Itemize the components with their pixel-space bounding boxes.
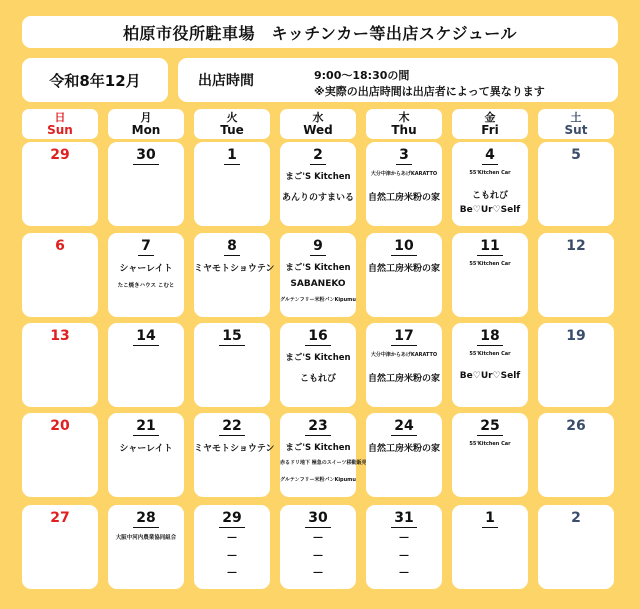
day-number: 7 (108, 238, 184, 256)
day-number: 29 (50, 147, 70, 163)
vendor-entry: 自然工房米粉の家 (367, 444, 440, 454)
vendor-entry: 55'Kitchen Car (469, 351, 511, 357)
vendor-entry: ― (227, 568, 237, 578)
vendor-entry: たこ焼きハウス こむと (117, 283, 175, 289)
calendar-day-cell (280, 233, 356, 317)
day-number: 12 (566, 238, 586, 254)
day-number: 21 (108, 418, 184, 436)
calendar-day-cell (366, 505, 442, 589)
vendor-entry: ― (313, 533, 323, 543)
calendar-day-cell (366, 142, 442, 226)
weekday-en: Tue (220, 123, 244, 137)
calendar-day-cell (538, 233, 614, 317)
vendor-entry: ― (227, 533, 237, 543)
day-number: 4 (452, 147, 528, 165)
vendor-entry: 55'Kitchen Car (469, 261, 511, 267)
vendor-entry: ― (399, 551, 409, 561)
vendor-entry: 赤るドリ地下 極急のスイーツ移動販売 (280, 460, 367, 466)
vendor-entry: シャーレイト (119, 444, 173, 454)
vendor-entry: まご'S Kitchen (285, 172, 351, 182)
weekday-en: Fri (481, 123, 499, 137)
weekday-header-tuesday (194, 109, 270, 139)
weekday-en: Sut (564, 123, 588, 137)
day-number: 1 (452, 510, 528, 528)
calendar-day-cell (108, 505, 184, 589)
day-number: 6 (55, 238, 65, 254)
calendar-day-cell (194, 413, 275, 497)
vendor-entry: まご'S Kitchen (285, 263, 351, 273)
weekday-header-thursday (366, 109, 442, 139)
calendar-day-cell (538, 142, 614, 226)
vendor-entry: 大分中津からあげKARATTO (370, 171, 438, 177)
calendar-day-cell (22, 413, 98, 497)
calendar-day-cell (194, 505, 270, 589)
weekday-jp: 月 (140, 111, 152, 124)
weekday-jp: 火 (226, 111, 238, 124)
vendor-entry: 自然工房米粉の家 (367, 374, 440, 384)
calendar-day-cell (366, 413, 442, 497)
vendor-entry: シャーレイト (119, 264, 173, 274)
calendar-day-cell (366, 323, 442, 407)
weekday-jp: 木 (398, 111, 410, 124)
vendor-entry: 自然工房米粉の家 (367, 193, 440, 203)
calendar-day-cell (452, 142, 528, 226)
day-number: 1 (194, 147, 270, 165)
calendar-day-cell (22, 233, 98, 317)
calendar-day-cell (452, 505, 528, 589)
calendar-day-cell (280, 323, 356, 407)
vendor-entry: 55'Kitchen Car (469, 170, 511, 176)
day-number: 17 (366, 328, 442, 346)
weekday-header-monday (108, 109, 184, 139)
weekday-jp: 金 (484, 111, 496, 124)
calendar-day-cell (538, 413, 614, 497)
vendor-entry: こもれび (299, 374, 336, 384)
vendor-entry: ― (227, 551, 237, 561)
day-number: 15 (194, 328, 270, 346)
vendor-entry: ミヤモトショウテン (194, 444, 275, 454)
day-number: 10 (366, 238, 442, 256)
calendar-day-cell (452, 413, 528, 497)
calendar-day-cell (538, 323, 614, 407)
day-number: 22 (194, 418, 270, 436)
calendar-day-cell (194, 323, 270, 407)
calendar-day-cell (280, 505, 356, 589)
calendar-day-cell (280, 413, 367, 497)
calendar-day-cell (22, 505, 98, 589)
day-number: 9 (280, 238, 356, 256)
day-number: 19 (566, 328, 586, 344)
day-number: 23 (280, 418, 356, 436)
vendor-entry: こもれび (471, 191, 508, 201)
day-number: 25 (452, 418, 528, 436)
day-number: 29 (194, 510, 270, 528)
calendar-day-cell (108, 413, 184, 497)
day-number: 20 (50, 418, 70, 434)
vendor-entry: ― (399, 533, 409, 543)
weekday-en: Sun (47, 123, 73, 137)
vendor-entry: あんりのすまいる (281, 193, 354, 203)
vendor-entry: グルテンフリー米粉パンKipumu (280, 477, 356, 483)
day-number: 27 (50, 510, 70, 526)
vendor-entry: Be♡Ur♡Self (459, 205, 521, 215)
vendor-entry: ― (313, 551, 323, 561)
weekday-header-sunday (22, 109, 98, 139)
calendar-day-cell (452, 233, 528, 317)
calendar-day-cell (280, 142, 356, 226)
calendar-day-cell (108, 142, 184, 226)
vendor-entry: 55'Kitchen Car (469, 441, 511, 447)
calendar-day-cell (366, 233, 442, 317)
hours-time: 9:00～18:30の間 (314, 69, 410, 82)
day-number: 16 (280, 328, 356, 346)
hours-note: ※実際の出店時間は出店者によって異なります (314, 85, 545, 98)
weekday-jp: 土 (570, 111, 582, 124)
day-number: 8 (194, 238, 270, 256)
day-number: 30 (108, 147, 184, 165)
vendor-entry: Be♡Ur♡Self (459, 371, 521, 381)
day-number: 28 (108, 510, 184, 528)
vendor-entry: ミヤモトショウテン (194, 264, 275, 274)
calendar-day-cell (538, 505, 614, 589)
vendor-entry: まご'S Kitchen (285, 353, 351, 363)
day-number: 24 (366, 418, 442, 436)
day-number: 31 (366, 510, 442, 528)
day-number: 3 (366, 147, 442, 165)
calendar-day-cell (194, 142, 270, 226)
day-number: 26 (566, 418, 586, 434)
calendar-day-cell (452, 323, 528, 407)
day-number: 13 (50, 328, 70, 344)
hours-panel (178, 58, 618, 102)
calendar-day-cell (194, 233, 275, 317)
vendor-entry: ― (399, 568, 409, 578)
day-number: 14 (108, 328, 184, 346)
day-number: 2 (571, 510, 581, 526)
day-number: 5 (571, 147, 581, 163)
vendor-entry: SABANEKO (290, 279, 346, 289)
weekday-jp: 日 (54, 111, 66, 124)
day-number: 11 (452, 238, 528, 256)
weekday-jp: 水 (312, 111, 324, 124)
vendor-entry: ― (313, 568, 323, 578)
calendar-day-cell (22, 142, 98, 226)
vendor-entry: まご'S Kitchen (285, 443, 351, 453)
hours-label: 出店時間 (198, 73, 254, 89)
weekday-en: Mon (131, 123, 161, 137)
weekday-header-friday (452, 109, 528, 139)
calendar-day-cell (108, 233, 184, 317)
vendor-entry: 自然工房米粉の家 (367, 264, 440, 274)
weekday-header-saturday (538, 109, 614, 139)
vendor-entry: 大分中津からあげKARATTO (370, 352, 438, 358)
vendor-entry: 大阪中河内農業協同組合 (115, 535, 177, 541)
page-title: 柏原市役所駐車場 キッチンカー等出店スケジュール (22, 16, 618, 48)
day-number: 18 (452, 328, 528, 346)
calendar-day-cell (108, 323, 184, 407)
weekday-en: Thu (391, 123, 417, 137)
day-number: 30 (280, 510, 356, 528)
day-number: 2 (280, 147, 356, 165)
calendar-day-cell (22, 323, 98, 407)
month-label: 令和8年12月 (22, 58, 168, 102)
weekday-en: Wed (303, 123, 333, 137)
weekday-header-wednesday (280, 109, 356, 139)
vendor-entry: グルテンフリー米粉パンKipumu (280, 297, 356, 303)
